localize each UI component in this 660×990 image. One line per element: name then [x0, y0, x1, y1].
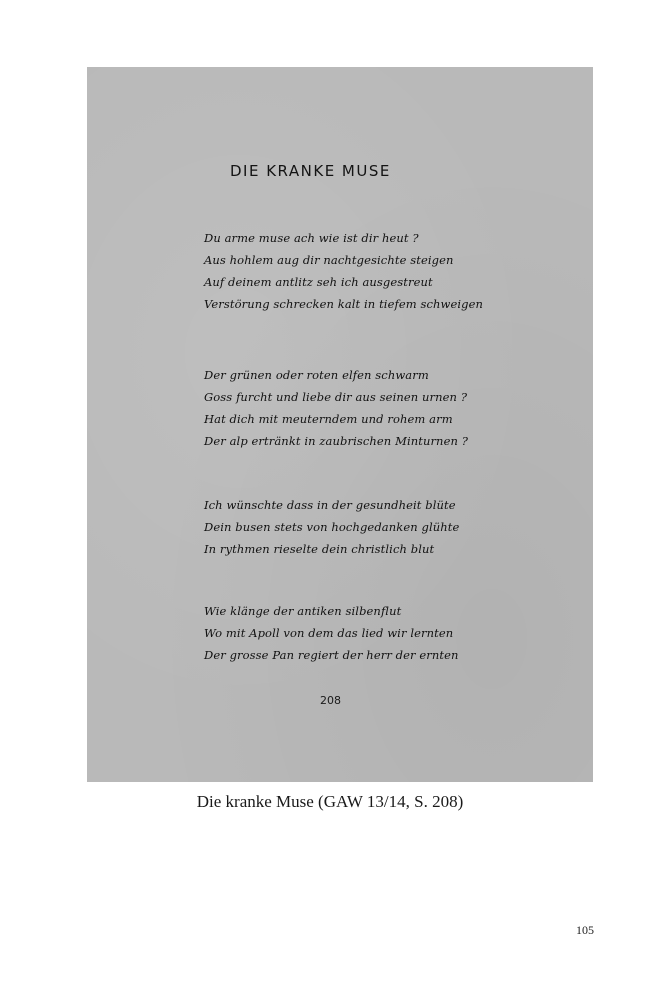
stanza-2 [204, 364, 468, 452]
verse-line: Ich wünschte dass in der gesundheit blüte [204, 498, 456, 512]
stanza-1 [204, 227, 483, 315]
poem-title: DIE KRANKE MUSE [230, 162, 391, 180]
verse-line: Du arme muse ach wie ist dir heut ? [204, 231, 419, 245]
verse-line: Auf deinem antlitz seh ich ausgestreut [204, 275, 433, 289]
verse-line: Aus hohlem aug dir nachtgesichte steigen [204, 253, 454, 267]
verse-line: Hat dich mit meuterndem und rohem arm [204, 412, 453, 426]
figure-caption: Die kranke Muse (GAW 13/14, S. 208) [196, 792, 464, 811]
verse-line: Goss furcht und liebe dir aus seinen urnen ? [204, 390, 468, 404]
stanza-4 [204, 600, 459, 666]
verse-line: Verstörung schrecken kalt in tiefem schweigen [204, 297, 484, 311]
book-page-number: 105 [576, 923, 594, 937]
verse-line: Wie klänge der antiken silbenflut [204, 604, 402, 618]
stanza-3 [204, 494, 459, 560]
verse-line: Wo mit Apoll von dem das lied wir lernten [204, 626, 454, 640]
verse-line: Dein busen stets von hochgedanken glühte [204, 520, 460, 534]
verse-line: Der alp ertränkt in zaubrischen Minturnen ? [204, 434, 468, 448]
manuscript-page-number: 208 [320, 694, 341, 707]
verse-line: In rythmen rieselte dein christlich blut [204, 542, 435, 556]
verse-line: Der grosse Pan regiert der herr der ernten [204, 648, 459, 662]
verse-line: Der grünen oder roten elfen schwarm [204, 368, 429, 382]
manuscript-facsimile-image [87, 67, 593, 782]
